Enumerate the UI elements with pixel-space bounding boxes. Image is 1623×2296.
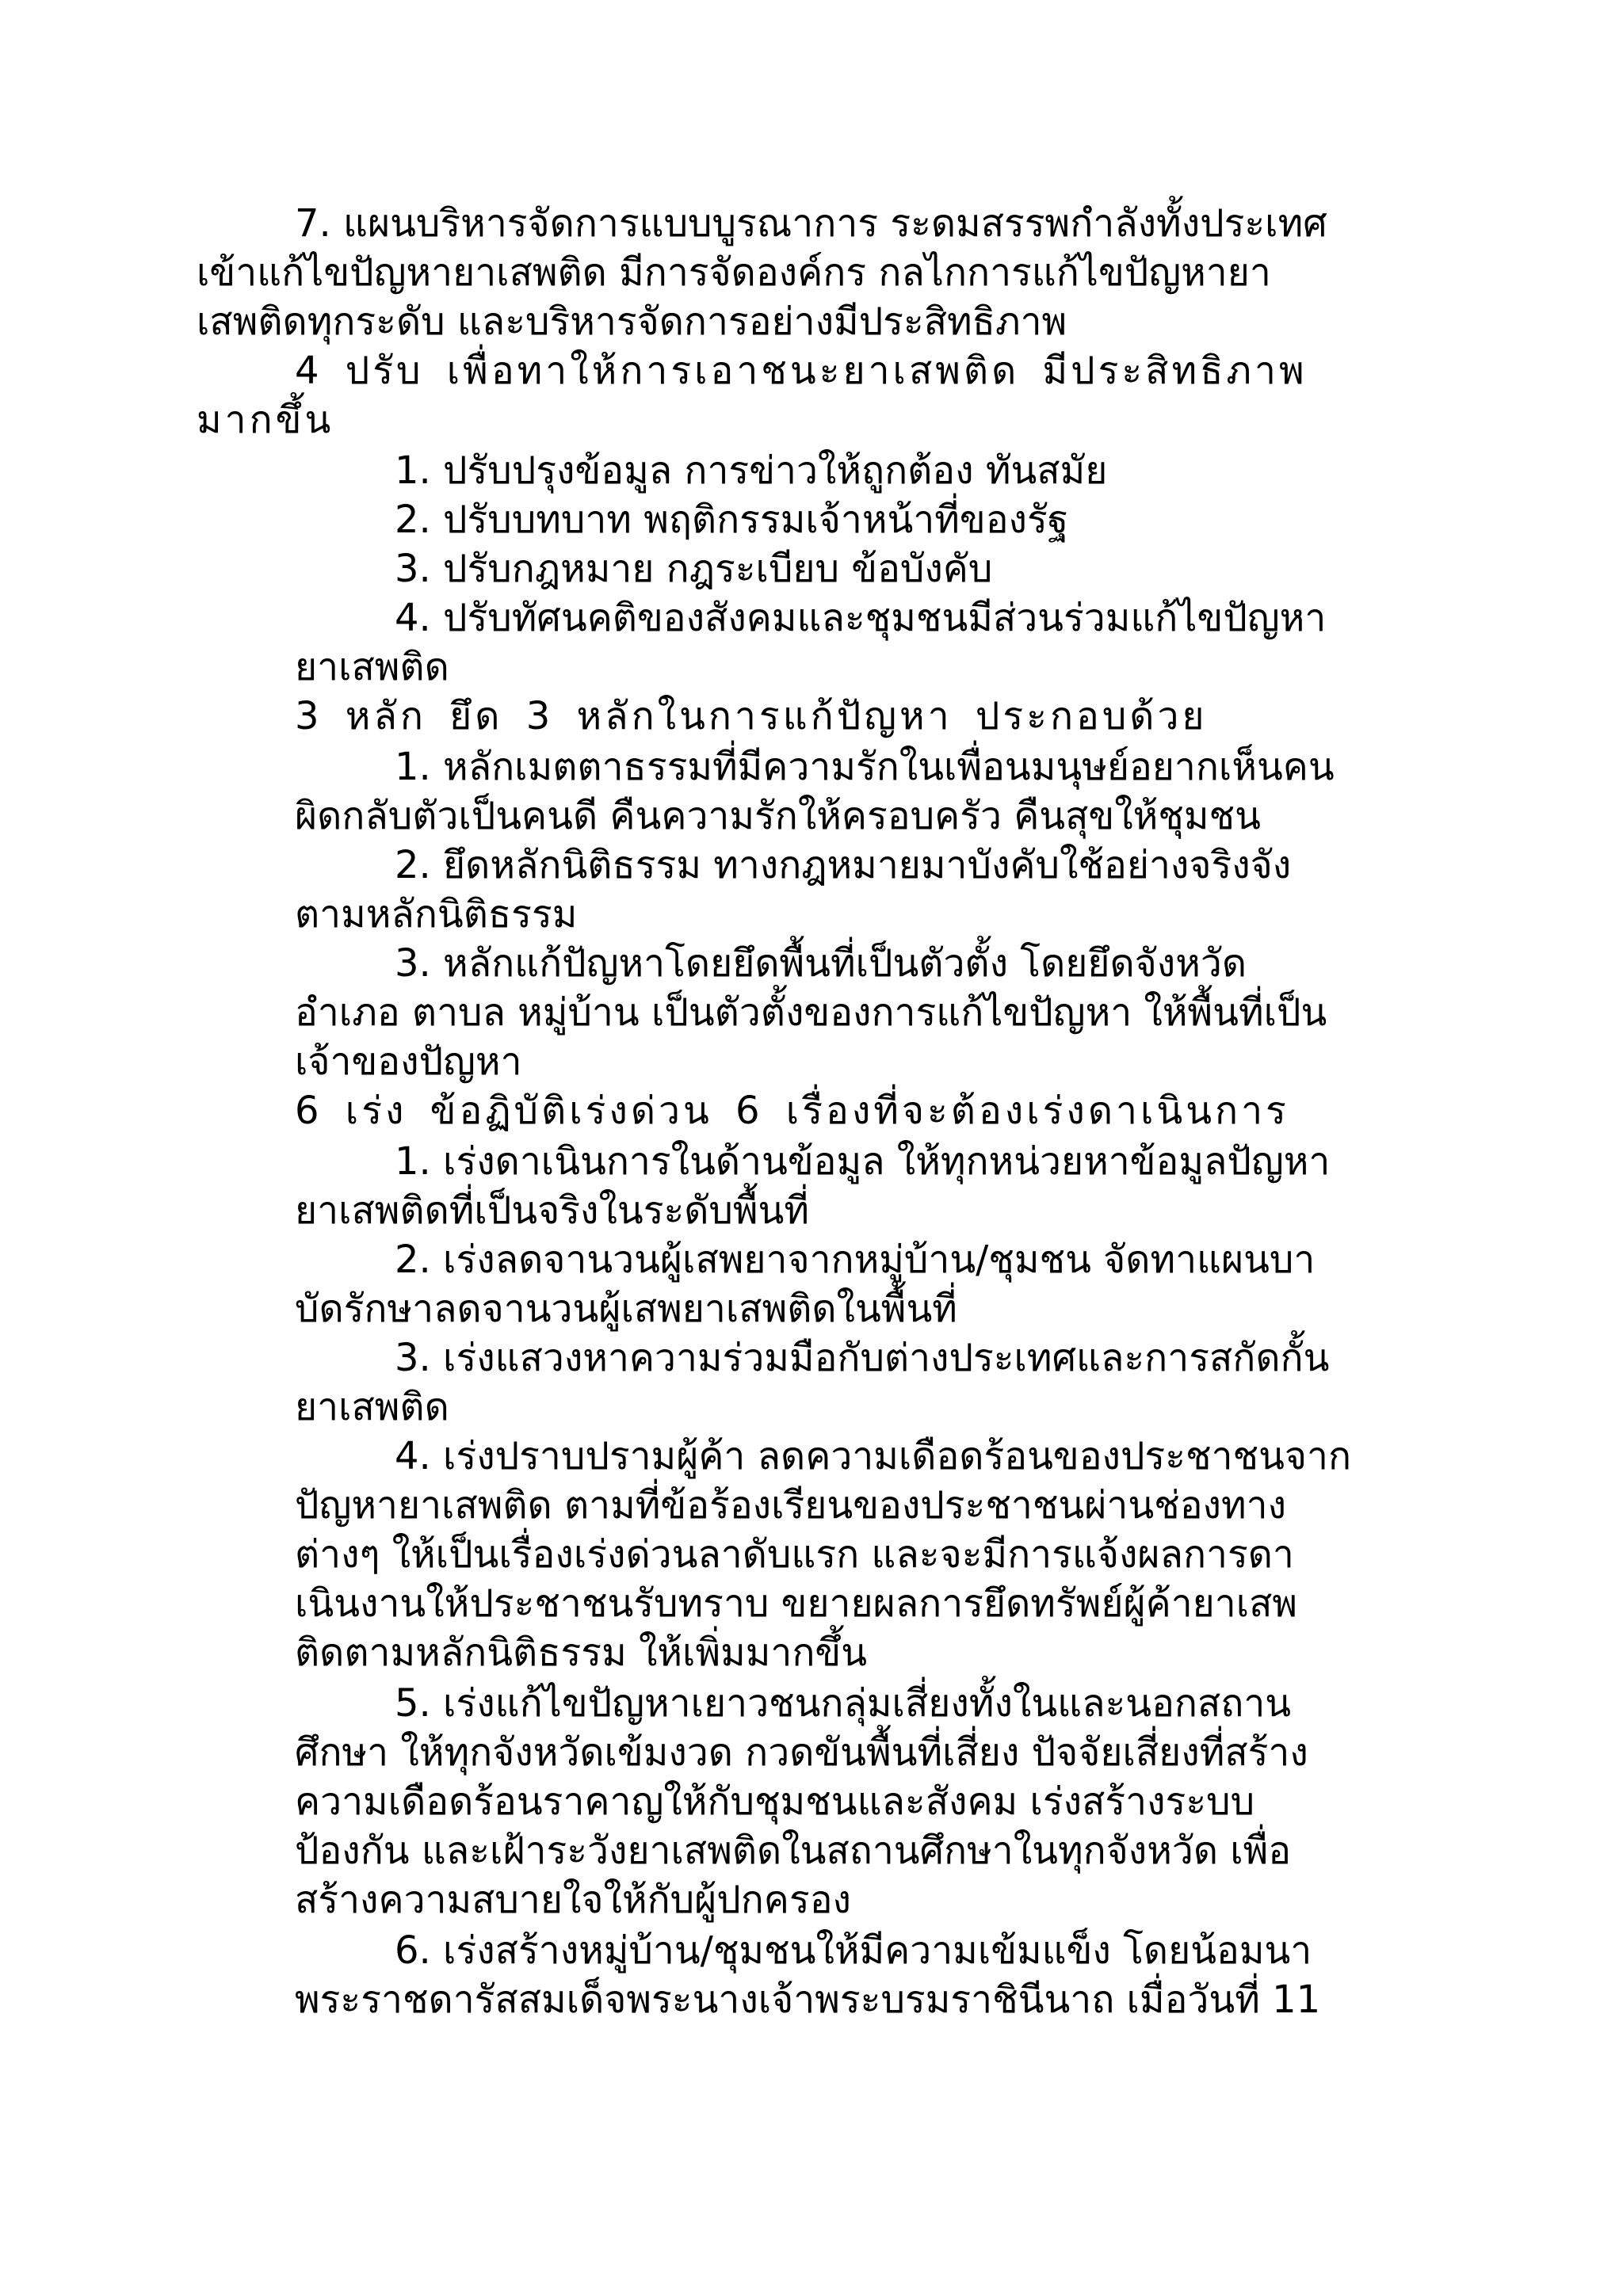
text-line: เข้าแก้ไขปัญหายาเสพติด มีการจัดองค์กร กลไกการแก้ไขปัญหายา [197, 250, 1271, 295]
section-heading: 3 หลัก ยึด 3 หลักในการแก้ปัญหา ประกอบด้วย [295, 694, 1208, 738]
text-line: บัดรักษาลดจานวนผู้เสพยาเสพติดในพื้นที่ [295, 1287, 957, 1331]
text-line: สร้างความสบายใจให้กับผู้ปกครอง [295, 1878, 851, 1922]
text-line: ความเดือดร้อนราคาญให้กับชุมชนและสังคม เร่งสร้างระบบ [295, 1779, 1255, 1824]
list-item: 6. เร่งสร้างหมู่บ้าน/ชุมชนให้มีความเข้มแข็ง โดยน้อมนา [395, 1928, 1312, 1973]
list-item: 2. เร่งลดจานวนผู้เสพยาจากหมู่บ้าน/ชุมชน จัดทาแผนบา [395, 1238, 1316, 1282]
text-line: มากขึ้น [197, 398, 334, 442]
text-line: ศึกษา ให้ทุกจังหวัดเข้มงวด กวดขันพื้นที่เสี่ยง ปัจจัยเสี่ยงที่สร้าง [295, 1730, 1308, 1775]
text-line: ยาเสพติดที่เป็นจริงในระดับพื้นที่ [295, 1188, 809, 1233]
text-line: 7. แผนบริหารจัดการแบบบูรณาการ ระดมสรรพกำลังทั้งประเทศ [295, 201, 1327, 246]
list-item: 4. เร่งปราบปรามผู้ค้า ลดความเดือดร้อนของประชาชนจาก [395, 1434, 1352, 1478]
text-line: อำเภอ ตาบล หมู่บ้าน เป็นตัวตั้งของการแก้ไขปัญหา ให้พื้นที่เป็น [295, 990, 1327, 1035]
text-line: ปัญหายาเสพติด ตามที่ข้อร้องเรียนของประชาชนผ่านช่องทาง [295, 1483, 1286, 1527]
list-item: 1. เร่งดาเนินการในด้านข้อมูล ให้ทุกหน่วยหาข้อมูลปัญหา [395, 1139, 1331, 1184]
text-line: ป้องกัน และเฝ้าระวังยาเสพติดในสถานศึกษาในทุกจังหวัด เพื่อ [295, 1829, 1292, 1873]
section-heading: 4 ปรับ เพื่อทาให้การเอาชนะยาเสพติด มีประสิทธิภาพ [295, 349, 1308, 393]
list-item: 1. ปรับปรุงข้อมูล การข่าวให้ถูกต้อง ทันสมัย [395, 448, 1108, 493]
section-heading: 6 เร่ง ข้อฏิบัติเร่งด่วน 6 เรื่องที่จะต้องเร่งดาเนินการ [295, 1089, 1289, 1133]
list-item: 3. เร่งแสวงหาความร่วมมือกับต่างประเทศและการสกัดกั้น [395, 1336, 1330, 1380]
text-line: ต่างๆ ให้เป็นเรื่องเร่งด่วนลาดับแรก และจะมีการแจ้งผลการดา [295, 1532, 1294, 1577]
list-item: 2. ยึดหลักนิติธรรม ทางกฎหมายมาบังคับใช้อย่างจริงจัง [395, 843, 1292, 887]
list-item: 5. เร่งแก้ไขปัญหาเยาวชนกลุ่มเสี่ยงทั้งในและนอกสถาน [395, 1681, 1292, 1726]
text-line: ตามหลักนิติธรรม [295, 892, 578, 936]
text-line: เสพติดทุกระดับ และบริหารจัดการอย่างมีประสิทธิภาพ [197, 299, 1067, 344]
text-line: ผิดกลับตัวเป็นคนดี คืนความรักให้ครอบครัว คืนสุขให้ชุมชน [295, 794, 1261, 838]
text-line: พระราชดารัสสมเด็จพระนางเจ้าพระบรมราชินีนาถ เมื่อวันที่ 11 [295, 1978, 1321, 2022]
list-item: 4. ปรับทัศนคติของสังคมและชุมชนมีส่วนร่วมแก้ไขปัญหา [395, 596, 1327, 640]
text-line: ยาเสพติด [295, 645, 449, 689]
list-item: 3. หลักแก้ปัญหาโดยยึดพื้นที่เป็นตัวตั้ง โดยยึดจังหวัด [395, 941, 1247, 986]
text-line: ติดตามหลักนิติธรรม ให้เพิ่มมากขึ้น [295, 1630, 868, 1675]
text-line: เจ้าของปัญหา [295, 1039, 522, 1084]
text-line: ยาเสพติด [295, 1385, 449, 1429]
list-item: 1. หลักเมตตาธรรมที่มีความรักในเพื่อนมนุษย์อยากเห็นคน [395, 745, 1335, 789]
list-item: 3. ปรับกฎหมาย กฎระเบียบ ข้อบังคับ [395, 547, 993, 591]
list-item: 2. ปรับบทบาท พฤติกรรมเจ้าหน้าที่ของรัฐ [395, 498, 1069, 542]
text-line: เนินงานให้ประชาชนรับทราบ ขยายผลการยึดทรัพย์ผู้ค้ายาเสพ [295, 1581, 1298, 1626]
